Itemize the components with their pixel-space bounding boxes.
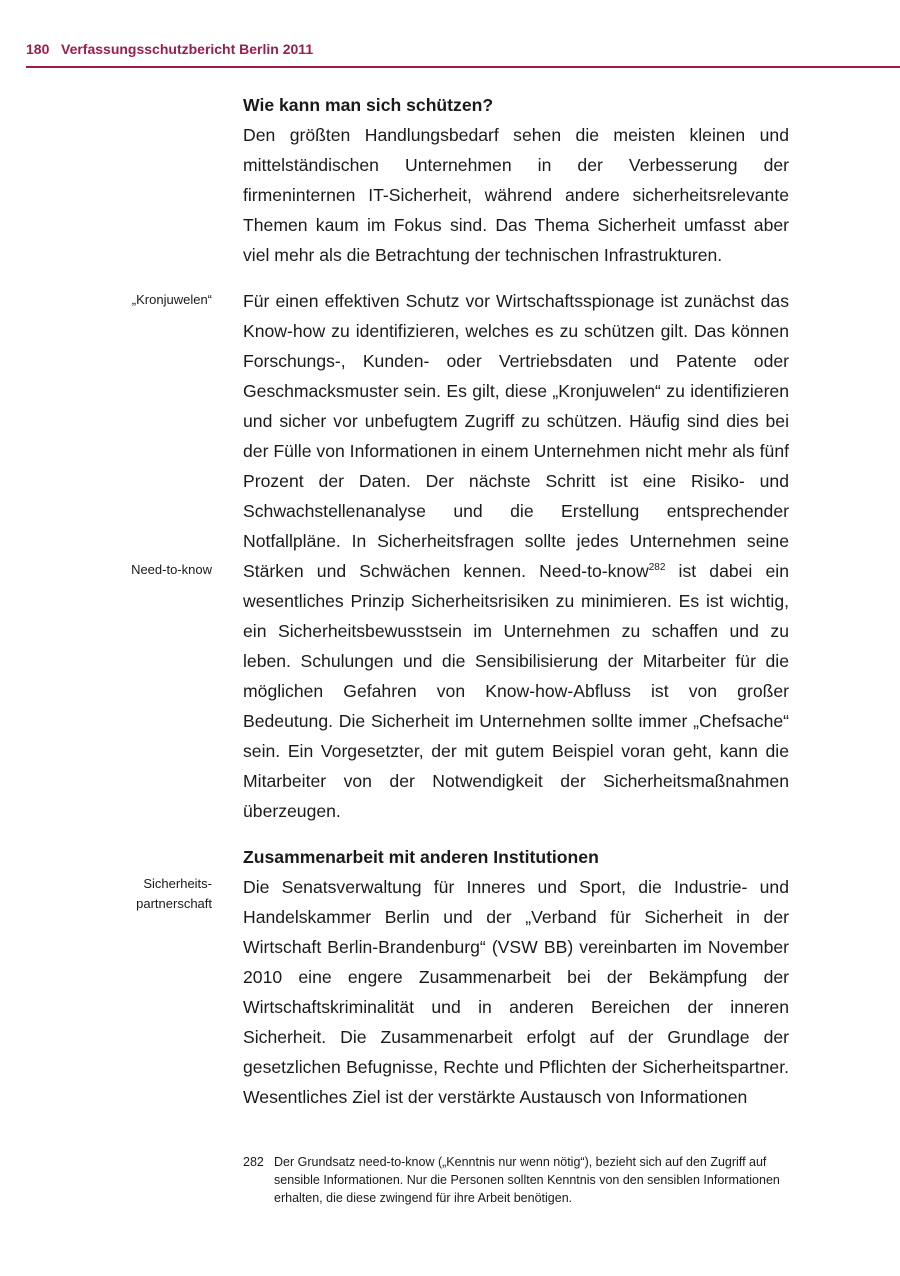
- main-text: [243, 90, 789, 1112]
- footnote-reference[interactable]: 282: [648, 562, 666, 574]
- margin-note-sicherheitspartnerschaft: [136, 874, 212, 914]
- running-header: [26, 40, 900, 68]
- paragraph-handlungsbedarf: Den größten Handlungsbedarf sehen die meisten kleinen und mittelständischen Unternehmen in der Verbesserung der firmeninternen IT-Sicherheit, während andere sicherheitsrelevante Themen kaum im Fokus sind. Das Thema Sicherheit umfasst aber viel mehr als die Betrachtung der technischen Infrastrukturen.: [243, 125, 789, 265]
- footnote: [243, 1153, 789, 1207]
- margin-note-kronjuwelen: „Kronjuwelen“: [131, 292, 212, 307]
- paragraph-gap: [243, 270, 789, 286]
- paragraph-text: Für einen effektiven Schutz vor Wirtschaftsspionage ist zunächst das Know-how zu identifizieren, welches es zu schützen gilt. Das können Forschungs-, Kunden- oder Vertriebsdaten und Patente oder Geschmacksmuster sein. Es gilt, diese „Kronjuwelen“ zu identifizieren und sicher vor unbefugtem Zugriff zu schützen. Häufig sind dies bei der Fülle von Informationen in einem Unternehmen nicht mehr als fünf Prozent der Daten. Der nächste Schritt ist eine Risiko- und Schwachstellenanalyse und die Erstellung entsprechender Notfallpläne. In Sicherheitsfragen sollte jedes Unternehmen seine Stärken und Schwächen kennen. Need-to-know: [243, 291, 789, 581]
- paragraph-text: ist dabei ein wesentliches Prinzip Sicherheitsrisiken zu minimieren. Es ist wichtig, ein Sicherheitsbewusstsein im Unternehmen zu schaffen und zu leben. Schulungen und die Sensibilisierung der Mitarbeiter für die möglichen Gefahren von Know-how-Abfluss ist von großer Bedeutung. Die Sicherheit im Unternehmen sollte immer „Chefsache“ sein. Ein Vorgesetzter, der mit gutem Beispiel voran geht, kann die Mitarbeiter von der Notwendigkeit der Sicherheitsmaßnahmen überzeugen.: [243, 561, 789, 821]
- section-heading-zusammenarbeit: Zusammenarbeit mit anderen Institutionen: [243, 847, 599, 867]
- paragraph-schutz: [243, 286, 789, 826]
- section-heading-schutz: Wie kann man sich schützen?: [243, 95, 494, 115]
- footnote-text: Der Grundsatz need-to-know („Kenntnis nur wenn nötig“), bezieht sich auf den Zugriff auf sensible Informationen. Nur die Personen sollten Kenntnis von den sensiblen Informationen erhalten, die diese zwingend für ihre Arbeit benötigen.: [274, 1155, 780, 1205]
- margin-note-line: Sicherheits-: [143, 876, 212, 891]
- footnote-number: 282: [243, 1155, 264, 1169]
- paragraph-gap: [243, 826, 789, 842]
- page-number: 180: [26, 41, 50, 57]
- margin-note-need-to-know: Need-to-know: [131, 562, 212, 577]
- margin-note-line: partnerschaft: [136, 896, 212, 911]
- paragraph-zusammenarbeit: Die Senatsverwaltung für Inneres und Sport, die Industrie- und Handelskammer Berlin und der „Verband für Sicherheit in der Wirtschaft Berlin-Brandenburg“ (VSW BB) vereinbarten im November 2010 eine engere Zusammenarbeit bei der Bekämpfung der Wirtschaftskriminalität und in anderen Bereichen der inneren Sicherheit. Die Zusammenarbeit erfolgt auf der Grundlage der gesetzlichen Befugnisse, Rechte und Pflichten der Sicherheitspartner. Wesentliches Ziel ist der verstärkte Austausch von Informationen: [243, 877, 789, 1107]
- running-title: Verfassungsschutzbericht Berlin 2011: [61, 41, 314, 57]
